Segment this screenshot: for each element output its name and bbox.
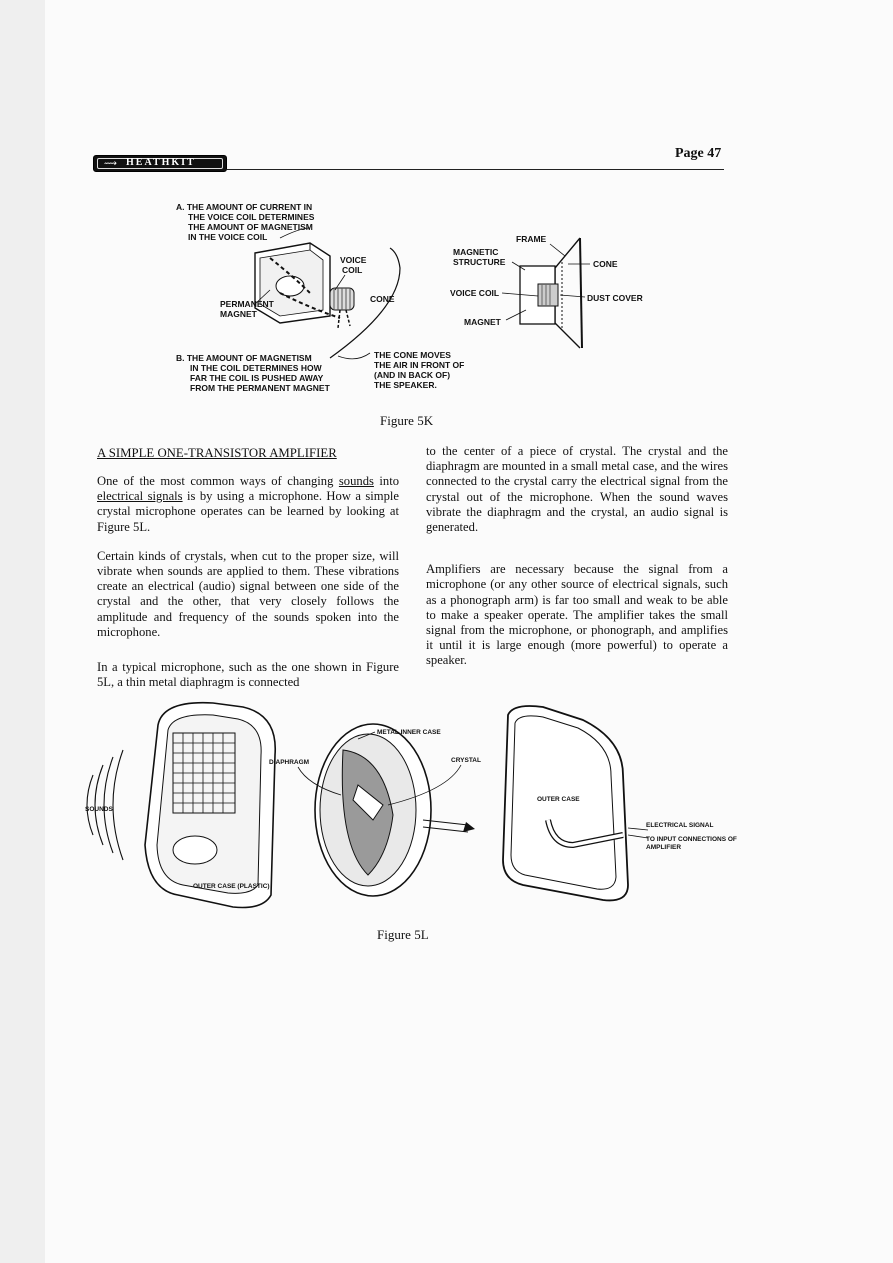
label-cone-left: CONE (370, 294, 395, 304)
label-frame: FRAME (516, 234, 547, 244)
label-voice-coil-right: VOICE COIL (450, 288, 500, 298)
label-dust-cover: DUST COVER (587, 293, 643, 303)
label-b-line4: FROM THE PERMANENT MAGNET (190, 383, 330, 393)
figure-5k-caption: Figure 5K (380, 413, 434, 428)
outer-case-drawing (503, 706, 628, 900)
label-sounds: SOUNDS (85, 806, 113, 813)
page-number: Page 47 (675, 146, 722, 161)
label-magnet: MAGNET (464, 317, 501, 327)
figure-5l (83, 695, 743, 920)
figure-5k (160, 198, 660, 398)
paragraph-3: In a typical microphone, such as the one shown in Figure 5L, a thin metal diaphragm is connected (97, 660, 399, 690)
speaker-cross-section (520, 238, 582, 348)
right-column (426, 444, 728, 683)
scan-margin (0, 0, 45, 1263)
left-column (97, 474, 399, 704)
label-diaphragm: DIAPHRAGM (269, 759, 310, 766)
label-electrical-signal: ELECTRICAL SIGNAL (646, 822, 714, 829)
paragraph-2: Certain kinds of crystals, when cut to the proper size, will vibrate when sounds are applied to them. These vibrations create an electrical (audio) signal between one side of the crystal and the other, that very closely follows the amplitude and frequency of the sounds spoken into the microphone. (97, 548, 399, 639)
voice-coil-drawing (330, 288, 354, 328)
label-c-line4: THE SPEAKER. (374, 380, 437, 390)
section-heading: A SIMPLE ONE-TRANSISTOR AMPLIFIER (97, 446, 337, 460)
logo-emblem-icon: ⟿ (104, 158, 117, 168)
permanent-magnet-drawing (255, 243, 340, 323)
label-b-line2: IN THE COIL DETERMINES HOW (190, 363, 322, 373)
label-a-line1: A. THE AMOUNT OF CURRENT IN (176, 202, 313, 212)
paragraph-4: to the center of a piece of crystal. The crystal and the diaphragm are mounted in a small metal case, and the wires connected to the crystal carry the electrical signal from the crystal out of the microphone. When the sound waves vibrate the diaphragm and the crystal, an audio signal is generated. (426, 444, 728, 535)
paragraph-1: One of the most common ways of changing sounds into electrical signals is by using a microphone. How a simple crystal microphone operates can be learned by looking at Figure 5L. (97, 474, 399, 534)
label-c-line2: THE AIR IN FRONT OF (374, 360, 465, 370)
label-metal-inner-case: METAL INNER CASE (377, 729, 441, 736)
sound-waves-drawing (87, 750, 123, 860)
label-a-line4: IN THE VOICE COIL (188, 232, 268, 242)
label-magnetic-2: STRUCTURE (453, 257, 506, 267)
label-voice-coil-2: COIL (342, 265, 363, 275)
label-crystal: CRYSTAL (451, 757, 481, 764)
microphone-front-drawing (145, 703, 275, 908)
label-to-input-1: TO INPUT CONNECTIONS OF (646, 836, 737, 843)
label-a-line3: THE AMOUNT OF MAGNETISM (188, 222, 313, 232)
label-magnetic-1: MAGNETIC (453, 247, 499, 257)
label-permanent-2: MAGNET (220, 309, 257, 319)
label-outer-case: OUTER CASE (537, 796, 580, 803)
label-b-line3: FAR THE COIL IS PUSHED AWAY (190, 373, 324, 383)
label-to-input-2: AMPLIFIER (646, 844, 682, 851)
heathkit-logo (93, 155, 227, 172)
label-c-line1: THE CONE MOVES (374, 350, 451, 360)
label-c-line3: (AND IN BACK OF) (374, 370, 451, 380)
inner-case-drawing (315, 724, 431, 896)
logo-text: HEATHKIT (126, 157, 196, 168)
label-b-line1: B. THE AMOUNT OF MAGNETISM (176, 353, 312, 363)
figure-5l-caption: Figure 5L (377, 927, 429, 942)
label-voice-coil-1: VOICE (340, 255, 367, 265)
label-outer-case-plastic: OUTER CASE (PLASTIC) (193, 883, 270, 890)
label-cone-right: CONE (593, 259, 618, 269)
header-rule (227, 169, 724, 170)
label-permanent-1: PERMANENT (220, 299, 274, 309)
label-a-line2: THE VOICE COIL DETERMINES (188, 212, 315, 222)
paragraph-5: Amplifiers are necessary because the signal from a microphone (or any other source of electrical signals, such as a phonograph arm) is far too small and weak to be able to make a speaker operate. The amplifier takes the small signal from the microphone, or phonograph, and amplifies it until it is large enough (more powerful) to operate a speaker. (426, 562, 728, 668)
